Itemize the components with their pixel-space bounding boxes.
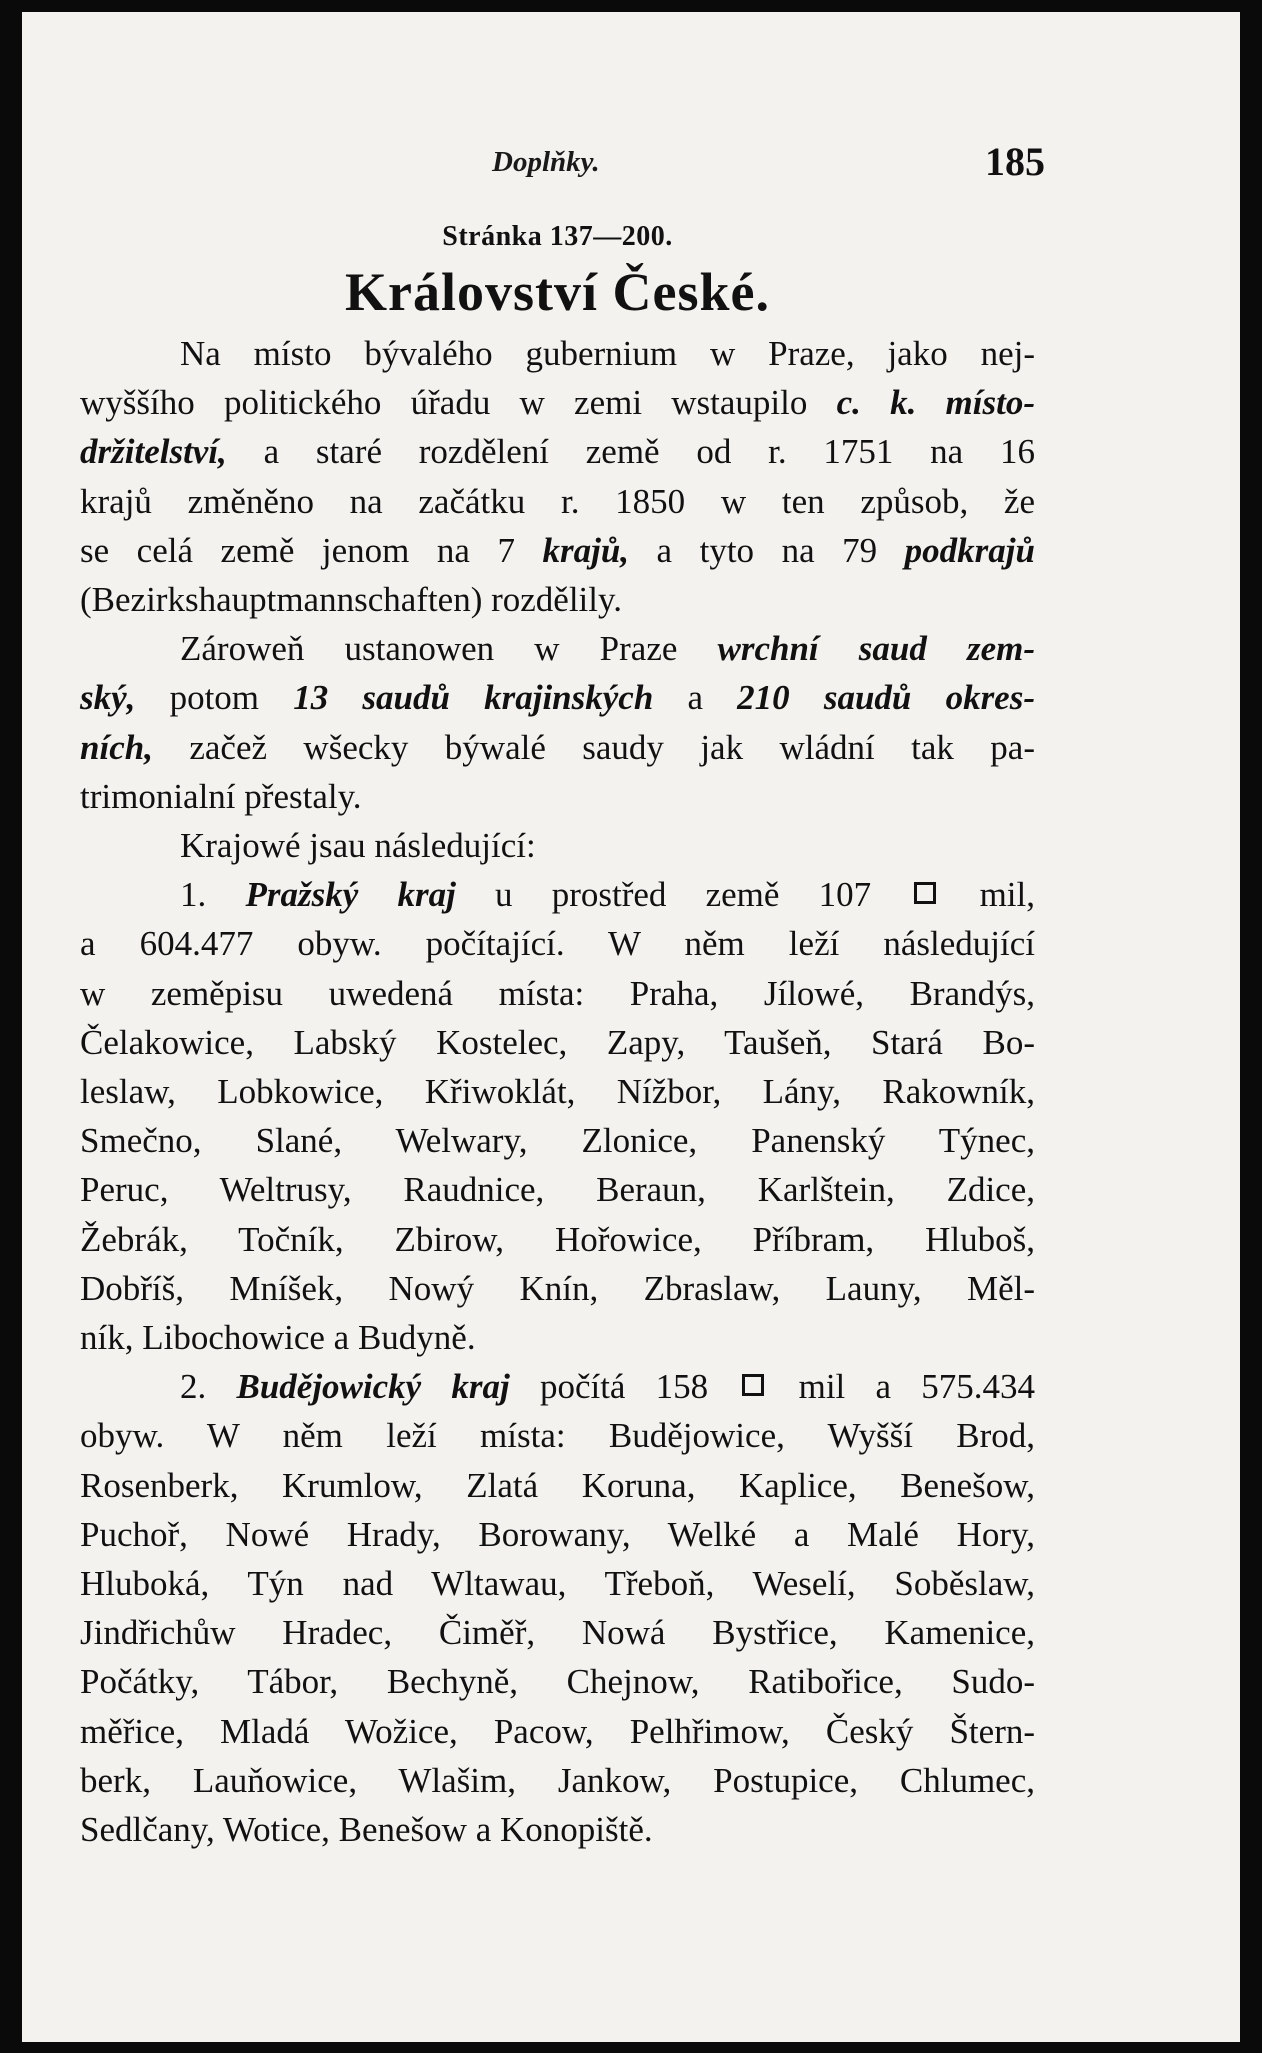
text-line (80, 1362, 1035, 1411)
text-run: a staré rozdělení země od r. 1751 na 16 (226, 432, 1035, 472)
text-run: krajů změněno na začátku r. 1850 w ten způsob, že (80, 481, 1035, 521)
text-line (80, 1313, 1035, 1362)
text-run: trimonialní přestaly. (80, 776, 362, 816)
text-run: Krajowé jsau následující: (180, 826, 536, 866)
emphasized-text: držitelství, (80, 432, 227, 472)
text-line (80, 1215, 1035, 1264)
text-run: mil a 575.434 (768, 1367, 1035, 1407)
text-run: obyw. W něm leží místa: Budějowice, Wyšší Brod, (80, 1416, 1035, 1456)
text-run: a (653, 678, 738, 718)
text-run: Jindřichůw Hradec, Čiměř, Nowá Bystřice, Kamenice, (80, 1613, 1035, 1653)
emphasized-text: Budějowický kraj (236, 1367, 510, 1407)
text-run: a tyto na 79 (629, 530, 905, 570)
text-run: Čelakowice, Labský Kostelec, Zapy, Taušeň, Stará Bo- (80, 1022, 1035, 1062)
text-run: začež wšecky býwalé saudy jak wládní tak pa- (152, 727, 1035, 767)
emphasized-text: c. k. místo- (836, 383, 1036, 423)
text-run: 2. (180, 1367, 237, 1407)
text-line (80, 870, 1035, 919)
text-run: Rosenberk, Krumlow, Zlatá Koruna, Kaplice, Benešow, (80, 1465, 1035, 1505)
text-run: Sedlčany, Wotice, Benešow a Konopiště. (80, 1810, 653, 1850)
text-line (80, 1018, 1035, 1067)
text-line (80, 1067, 1035, 1116)
running-head: Doplňky. (492, 146, 600, 178)
emphasized-text: krajů, (542, 530, 630, 570)
text-line (80, 1756, 1035, 1805)
text-run: potom (135, 678, 294, 718)
square-mile-symbol-icon (742, 1374, 764, 1396)
text-run: počítá 158 (509, 1367, 739, 1407)
text-line (80, 329, 1035, 378)
paragraph-regions-intro (80, 821, 1035, 870)
text-line (80, 673, 1035, 722)
paragraph-budweis-region (80, 1362, 1035, 1854)
text-run: a 604.477 obyw. počítající. W něm leží následující (80, 924, 1035, 964)
paragraph-introduction (80, 329, 1035, 624)
text-line (80, 1116, 1035, 1165)
text-line (80, 1461, 1035, 1510)
paragraph-courts (80, 624, 1035, 821)
body-text (80, 217, 1035, 1854)
text-run: ník, Libochowice a Budyně. (80, 1318, 476, 1358)
text-run: Dobříš, Mníšek, Nowý Knín, Zbraslaw, Launy, Měl- (80, 1268, 1035, 1308)
text-line (80, 427, 1035, 476)
text-line (80, 969, 1035, 1018)
text-line (80, 772, 1035, 821)
text-run: Hluboká, Týn nad Wltawau, Třeboň, Weselí, Soběslaw, (80, 1564, 1035, 1604)
text-line (80, 1608, 1035, 1657)
text-line (80, 1805, 1035, 1854)
text-line (80, 378, 1035, 427)
page-header (22, 138, 1240, 198)
emphasized-text: 13 saudů krajinských (293, 678, 654, 718)
text-run: Žebrák, Točník, Zbirow, Hořowice, Příbram, Hluboš, (80, 1219, 1035, 1259)
square-mile-symbol-icon (914, 882, 936, 904)
text-line (80, 1264, 1035, 1313)
emphasized-text: 210 saudů okres- (737, 678, 1035, 718)
text-run: leslaw, Lobkowice, Křiwoklát, Nížbor, Lány, Rakowník, (80, 1072, 1035, 1112)
text-run: měřice, Mladá Wožice, Pacow, Pelhřimow, Český Štern- (80, 1711, 1035, 1751)
emphasized-text: podkrajů (904, 530, 1035, 570)
text-run: u prostřed země 107 (455, 875, 911, 915)
text-run: berk, Lauňowice, Wlašim, Jankow, Postupice, Chlumec, (80, 1760, 1035, 1800)
text-line (80, 477, 1035, 526)
text-line (80, 1657, 1035, 1706)
text-line (80, 1165, 1035, 1214)
emphasized-text: ních, (80, 727, 153, 767)
text-line (80, 1559, 1035, 1608)
text-run: Počátky, Tábor, Bechyně, Chejnow, Ratibořice, Sudo- (80, 1662, 1035, 1702)
text-line (80, 821, 1035, 870)
emphasized-text: ský, (80, 678, 136, 718)
text-line (80, 1411, 1035, 1460)
text-run: se celá země jenom na 7 (80, 530, 543, 570)
emphasized-text: wrchní saud zem- (717, 629, 1035, 669)
text-line (80, 575, 1035, 624)
text-run: 1. (180, 875, 246, 915)
text-line (80, 526, 1035, 575)
text-run: Smečno, Slané, Welwary, Zlonice, Panenský Týnec, (80, 1121, 1035, 1161)
page-number: 185 (985, 139, 1045, 184)
text-run: w zeměpisu uwedená místa: Praha, Jílowé, Brandýs, (80, 973, 1035, 1013)
text-run: wyššího politického úřadu w zemi wstaupilo (80, 383, 837, 423)
section-title: Království České. (345, 262, 770, 322)
text-run: (Bezirkshauptmannschaften) rozdělily. (80, 580, 622, 620)
paragraph-prague-region (80, 870, 1035, 1362)
text-run: Puchoř, Nowé Hrady, Borowany, Welké a Malé Hory, (80, 1514, 1035, 1554)
text-line (80, 723, 1035, 772)
emphasized-text: Pražský kraj (245, 875, 456, 915)
text-run: mil, (940, 875, 1035, 915)
text-line (80, 1510, 1035, 1559)
text-run: Peruc, Weltrusy, Raudnice, Beraun, Karlštein, Zdice, (80, 1170, 1035, 1210)
text-line (80, 919, 1035, 968)
text-run: Zároweň ustanowen w Praze (180, 629, 718, 669)
text-line (80, 1707, 1035, 1756)
book-page (22, 12, 1240, 2042)
page-reference: Stránka 137—200. (442, 221, 673, 252)
text-line (80, 624, 1035, 673)
text-run: Na místo bývalého gubernium w Praze, jako nej- (180, 334, 1035, 373)
